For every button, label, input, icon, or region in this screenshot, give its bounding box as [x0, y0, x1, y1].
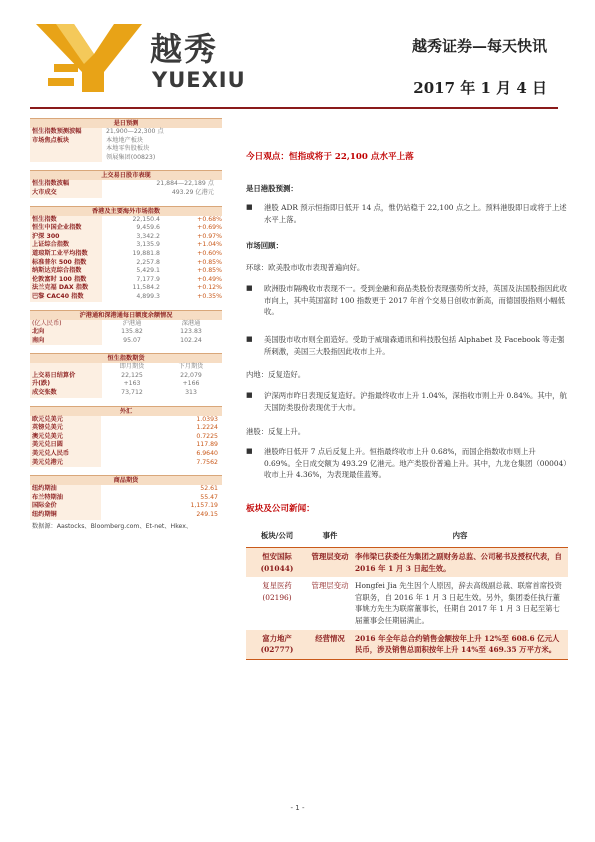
yuexiu-logo-icon	[34, 20, 144, 96]
row-value: +0.68%	[197, 215, 222, 223]
row-value: 313	[185, 389, 197, 397]
row-label: 纳斯达克综合指数	[30, 267, 102, 276]
company-cell: 富力地产 (02777)	[246, 630, 308, 660]
section-heading: 上交易日股市表现	[30, 170, 222, 180]
section-heading: 香港及主要海外市场指数	[30, 206, 222, 216]
event-cell: 管理层变动	[308, 548, 352, 578]
row-value: 1.2224	[196, 424, 218, 432]
row-value: 19,881.8	[132, 249, 160, 257]
row-label: 恒生指数波幅	[30, 180, 102, 189]
event-cell: 管理层变动	[311, 581, 349, 591]
table-row	[30, 224, 222, 233]
row-label: 法兰克福 DAX 指数	[30, 284, 102, 293]
table-row	[30, 284, 222, 293]
row-value: 493.29 亿港元	[171, 188, 214, 196]
row-label: 纽约期铜	[30, 511, 101, 520]
row-value: 7,177.9	[136, 275, 160, 283]
row-value: 22,079	[180, 371, 202, 379]
table-row	[30, 380, 222, 389]
row-label: 道琼斯工业平均指数	[30, 250, 102, 259]
indices-table	[30, 216, 222, 302]
page-number: - 1 -	[290, 804, 305, 812]
content-cell: 2016 年全年总合约销售金额按年上升 12%至 608.6 亿元人民币，涉及销售总面积按年上升 14%至 469.35 万平方米。	[352, 630, 568, 660]
table-row	[246, 548, 568, 578]
bullet-text: 沪深两市昨日表现反复造好。沪指最终收市上升 1.04%，深指收市则上升 0.84%。其中，航天国防类股份表现优于大市。	[264, 391, 567, 412]
table-row	[30, 494, 222, 503]
table-row	[30, 337, 222, 346]
table-header-row	[30, 363, 222, 372]
row-label: 北向	[30, 328, 102, 337]
row-label: 标准普尔 500 指数	[30, 259, 102, 268]
row-value: 123.83	[180, 328, 202, 336]
focus-item: 领展集团(00823)	[106, 153, 156, 161]
row-value: 102.24	[180, 336, 202, 344]
table-row	[30, 216, 222, 225]
row-value: 21,900—22,300 点	[106, 128, 164, 135]
section-heading: 商品期货	[30, 475, 222, 485]
bullet-text: 欧洲股市隔晚收市表现不一。受到金融和商品类股份表现强势所支持，英国及法国股指因此收市向上，其中英国富时 100 指数更于 2017 年首个交易日创收市新高，而德国股指则小幅低收。	[264, 284, 568, 317]
row-value: +1.04%	[197, 241, 222, 249]
mainland-bullet	[246, 390, 568, 413]
row-value: 7.7562	[196, 458, 218, 466]
table-row	[30, 389, 222, 398]
table-row	[30, 511, 222, 520]
row-label: 美元兑人民币	[30, 450, 101, 459]
table-row	[30, 267, 222, 276]
table-row	[30, 424, 222, 433]
table-row	[30, 485, 222, 494]
row-value: +0.69%	[197, 224, 222, 232]
row-label: 美元兑日圆	[30, 441, 101, 450]
row-label: 南向	[30, 337, 102, 346]
column-header: (亿人民币)	[30, 320, 102, 329]
row-value: 5,429.1	[136, 267, 160, 275]
table-row	[30, 450, 222, 459]
row-value: 52.61	[200, 485, 218, 493]
bullet-icon: ■	[246, 391, 253, 399]
bullet-icon: ■	[246, 203, 253, 211]
table-row	[30, 180, 222, 189]
table-row	[246, 630, 568, 660]
row-label: 市场焦点板块	[30, 137, 102, 146]
table-row	[30, 372, 222, 381]
row-value: 3,135.9	[136, 241, 160, 249]
row-value: 2,257.8	[136, 258, 160, 266]
section-heading: 外汇	[30, 406, 222, 416]
row-label: 布兰特期油	[30, 494, 101, 503]
column-header: 深港通	[181, 319, 201, 327]
row-label: 国际金价	[30, 502, 101, 511]
row-value: 22,150.4	[132, 215, 160, 223]
data-source-note: 数据源：Aastocks、Bloomberg.com、Et-net、Hkex、	[32, 522, 193, 530]
row-value: 117.89	[196, 441, 218, 449]
table-row	[246, 577, 568, 629]
bullet-text: 美国股市收市则全面造好。受助于威瑞森通讯和科技股包括 Alphabet 及 Facebook 等走强所刺激，美国三大股指因此收市上升。	[264, 335, 565, 356]
row-value: 73,712	[121, 389, 143, 397]
row-label: 恒生中国企业指数	[30, 224, 102, 233]
table-row	[30, 250, 222, 259]
row-value: +0.60%	[197, 249, 222, 257]
row-label: 上交易日结算价	[30, 372, 102, 381]
row-value: 3,342.2	[136, 232, 160, 240]
section-heading: 是日预测	[30, 118, 222, 128]
forecast-bullet	[246, 202, 568, 225]
column-header: 内容	[352, 528, 568, 548]
table-row	[30, 259, 222, 268]
row-label: 澳元兑美元	[30, 433, 101, 442]
logo-chinese-text: 越秀	[150, 30, 219, 68]
row-label: 美元兑港元	[30, 459, 101, 468]
column-header: 即月期货	[119, 363, 145, 371]
content-cell: 李伟梁已获委任为集团之副财务总监、公司秘书及授权代表，自 2016 年 1 月 3 日起生效。	[352, 548, 568, 578]
column-header: 沪港通	[122, 319, 142, 327]
forecast-heading: 是日港股预测：	[246, 184, 298, 193]
review-heading: 市场回顾：	[246, 241, 283, 250]
table-row	[30, 241, 222, 250]
table-row	[30, 189, 222, 198]
header-divider	[30, 107, 558, 109]
row-value: 0.7225	[196, 432, 218, 440]
table-row	[30, 328, 222, 337]
section-heading: 沪港通和深港通每日额度余额情况	[30, 310, 222, 320]
row-value: +163	[123, 380, 141, 388]
row-value: 1.0393	[196, 415, 218, 423]
market-data-sidebar	[30, 118, 222, 530]
row-label: 英镑兑美元	[30, 424, 101, 433]
row-label: 大市成交	[30, 189, 102, 198]
row-value: 1,157.19	[190, 502, 218, 510]
hk-summary: 港股：反复上升。	[246, 427, 306, 436]
row-label: 伦敦富时 100 指数	[30, 276, 102, 285]
table-header-row	[30, 320, 222, 329]
company-cell: 复星医药 (02196)	[262, 581, 292, 602]
row-value: +166	[182, 380, 200, 388]
table-header-row	[246, 528, 568, 548]
row-value: 95.07	[123, 336, 141, 344]
row-label: 纽约期油	[30, 485, 101, 494]
us-bullet	[246, 334, 568, 357]
row-label: 上证综合指数	[30, 241, 102, 250]
row-value: +0.12%	[197, 284, 222, 292]
row-label: 巴黎 CAC40 指数	[30, 293, 102, 302]
table-row	[30, 128, 222, 137]
bullet-text: 港股昨日低开 7 点后反复上升。恒指最终收市上升 0.68%，而国企指数收市则上升 0.69%。全日成交额为 493.29 亿港元。地产类股份普遍上升。其中，九龙仓集团（00004）收市上升 4.36%，为表现最佳蓝筹。	[264, 447, 567, 480]
mainland-summary: 内地：反复造好。	[246, 370, 306, 379]
event-cell: 经营情况	[308, 630, 352, 660]
column-header: 板块/公司	[246, 528, 308, 548]
row-label: 沪深 300	[30, 233, 102, 242]
hk-bullet	[246, 446, 568, 481]
table-row	[30, 293, 222, 302]
company-news-table	[246, 528, 568, 660]
daily-view-title: 今日观点：恒指或将于 22,100 点水平上落	[246, 152, 414, 162]
logo-english-text: YUEXIU	[152, 68, 246, 92]
row-label: 升(跌)	[30, 380, 102, 389]
row-value: 11,584.2	[132, 284, 160, 292]
company-cell: 恒安国际 (01044)	[246, 548, 308, 578]
bullet-icon: ■	[246, 335, 253, 343]
row-value: +0.85%	[197, 258, 222, 266]
fx-table	[30, 416, 222, 468]
row-value: 55.47	[200, 493, 218, 501]
report-date: 2017 年 1 月 4 日	[413, 79, 547, 97]
row-label: 恒生指数	[30, 216, 102, 225]
row-value: +0.85%	[197, 267, 222, 275]
table-row	[30, 459, 222, 468]
row-value: 4,899.3	[136, 292, 160, 300]
table-row	[30, 416, 222, 425]
commodities-table	[30, 485, 222, 519]
bullet-icon: ■	[246, 447, 253, 455]
row-value: 21,884—22,189 点	[156, 180, 214, 188]
table-row	[30, 502, 222, 511]
sector-news-title: 板块及公司新闻：	[246, 504, 315, 514]
row-label: 恒生指数预测波幅	[30, 128, 102, 137]
focus-item: 本地零售股板块	[106, 145, 150, 153]
content-cell: Hongfei Jia 先生因个人原因，辞去高级副总裁、联席首席投资官职务，自 2016 年 1 月 3 日起生效。另外，集团委任执行董事姚方先生为联席董事长，任期自 2017 年 1 月 3 日起至第七届董事会任期届满止。	[355, 581, 562, 625]
europe-bullet	[246, 283, 568, 318]
row-value: 249.15	[196, 511, 218, 518]
column-header: 事件	[308, 528, 352, 548]
bullet-text: 港股 ADR 预示恒指即日低开 14 点，惟仍站稳于 22,100 点之上。预料港股即日或将于上述水平上落。	[264, 203, 567, 224]
bullet-icon: ■	[246, 284, 253, 292]
section-heading: 恒生指数期货	[30, 353, 222, 363]
row-value: +0.35%	[197, 292, 222, 300]
row-value: 9,459.6	[136, 224, 160, 232]
row-value: +0.97%	[197, 232, 222, 240]
table-row	[30, 441, 222, 450]
global-summary: 环球：欧美股市收市表现普遍向好。	[246, 263, 365, 272]
report-title: 越秀证券—每天快讯	[411, 37, 547, 55]
row-value: +0.49%	[197, 275, 222, 283]
focus-item: 本地地产板块	[106, 136, 144, 144]
row-value: 135.82	[121, 328, 143, 336]
row-value: 22,125	[121, 371, 143, 379]
row-value: 6.9640	[196, 450, 218, 458]
column-header: 下月期货	[178, 363, 204, 371]
row-label: 欧元兑美元	[30, 416, 101, 425]
row-label: 成交张数	[30, 389, 102, 398]
focus-sectors	[30, 137, 222, 163]
